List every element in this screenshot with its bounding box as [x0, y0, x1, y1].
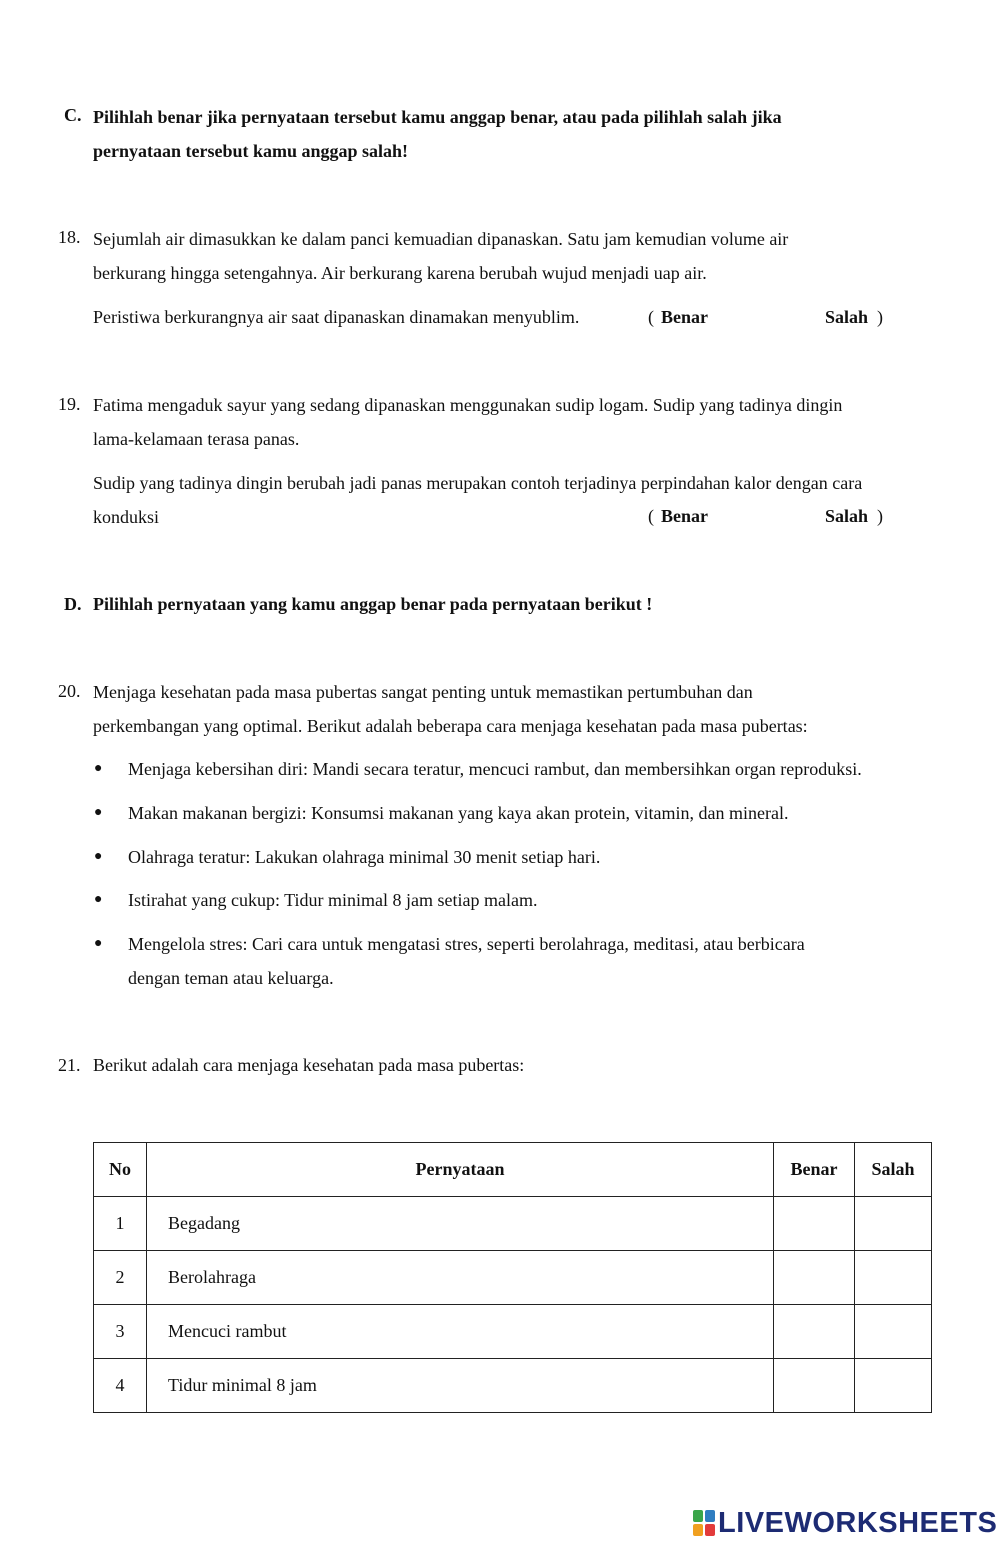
- q18-salah-option[interactable]: Salah: [825, 307, 869, 327]
- q21-table: [93, 1142, 932, 1413]
- q21-text: Berikut adalah cara menjaga kesehatan pada masa pubertas:: [93, 1055, 525, 1075]
- logo-tile: [693, 1510, 703, 1522]
- salah-checkbox-cell[interactable]: [855, 1197, 932, 1251]
- benar-checkbox-cell[interactable]: [774, 1305, 855, 1359]
- q20-number: 20.: [58, 681, 81, 701]
- row-statement: Mencuci rambut: [147, 1305, 774, 1359]
- salah-checkbox-cell[interactable]: [855, 1251, 932, 1305]
- q20-bullet-line: Mengelola stres: Cari cara untuk mengatasi stres, seperti berolahraga, meditasi, atau berbicara: [128, 934, 805, 954]
- logo-tile: [693, 1524, 703, 1536]
- table-row: [94, 1305, 932, 1359]
- q20-text: [93, 675, 943, 743]
- q19-line2: lama-kelamaan terasa panas.: [93, 429, 300, 449]
- bullet-icon: ●: [94, 849, 103, 864]
- q19-line1: Fatima mengaduk sayur yang sedang dipanaskan menggunakan sudip logam. Sudip yang tadinya dingin: [93, 395, 843, 415]
- q18-statement: Peristiwa berkurangnya air saat dipanaskan dinamakan menyublim.: [93, 307, 580, 327]
- q18-close-paren: ): [877, 307, 883, 327]
- q21-number: 21.: [58, 1055, 81, 1075]
- q18-line2: berkurang hingga setengahnya. Air berkurang karena berubah wujud menjadi uap air.: [93, 263, 707, 283]
- header-pernyataan: Pernyataan: [147, 1143, 774, 1197]
- q19-statement-line1: Sudip yang tadinya dingin berubah jadi panas merupakan contoh terjadinya perpindahan kalor dengan cara: [93, 473, 863, 493]
- row-no: 1: [94, 1197, 147, 1251]
- q18-number: 18.: [58, 227, 81, 247]
- row-no: 4: [94, 1359, 147, 1413]
- q19-number: 19.: [58, 394, 81, 414]
- table-header-row: [94, 1143, 932, 1197]
- q19-open-paren: (: [648, 506, 654, 526]
- q19-statement: [93, 466, 943, 534]
- bullet-icon: ●: [94, 761, 103, 776]
- logo-tile: [705, 1510, 715, 1522]
- benar-checkbox-cell[interactable]: [774, 1251, 855, 1305]
- table-row: [94, 1197, 932, 1251]
- bullet-icon: ●: [94, 892, 103, 907]
- q19-text: [93, 388, 943, 456]
- logo-tile: [705, 1524, 715, 1536]
- q18-benar-option[interactable]: Benar: [661, 307, 708, 327]
- q19-statement-line2: konduksi: [93, 507, 160, 527]
- q20-bullet-item: Makan makanan bergizi: Konsumsi makanan yang kaya akan protein, vitamin, dan mineral.: [128, 803, 789, 823]
- table-row: [94, 1251, 932, 1305]
- q20-bullet-item: Menjaga kebersihan diri: Mandi secara teratur, mencuci rambut, dan membersihkan organ reproduksi.: [128, 759, 862, 779]
- section-d-letter: D.: [64, 594, 82, 614]
- q19-salah-option[interactable]: Salah: [825, 506, 869, 526]
- benar-checkbox-cell[interactable]: [774, 1359, 855, 1413]
- bullet-icon: ●: [94, 805, 103, 820]
- q20-bullet-line: dengan teman atau keluarga.: [128, 968, 334, 988]
- row-statement: Tidur minimal 8 jam: [147, 1359, 774, 1413]
- q19-close-paren: ): [877, 506, 883, 526]
- salah-checkbox-cell[interactable]: [855, 1359, 932, 1413]
- benar-checkbox-cell[interactable]: [774, 1197, 855, 1251]
- q18-open-paren: (: [648, 307, 654, 327]
- q20-line2: perkembangan yang optimal. Berikut adalah beberapa cara menjaga kesehatan pada masa pubertas:: [93, 716, 808, 736]
- q18-line1: Sejumlah air dimasukkan ke dalam panci kemuadian dipanaskan. Satu jam kemudian volume air: [93, 229, 789, 249]
- row-statement: Begadang: [147, 1197, 774, 1251]
- row-no: 2: [94, 1251, 147, 1305]
- section-c-instruction: [93, 100, 893, 168]
- section-c-letter: C.: [64, 105, 82, 125]
- row-no: 3: [94, 1305, 147, 1359]
- liveworksheets-logo-icon: [693, 1510, 715, 1536]
- q18-text: [93, 222, 943, 290]
- q20-bullet-item: Istirahat yang cukup: Tidur minimal 8 jam setiap malam.: [128, 890, 538, 910]
- header-benar: Benar: [774, 1143, 855, 1197]
- header-no: No: [94, 1143, 147, 1197]
- header-salah: Salah: [855, 1143, 932, 1197]
- q20-bullet-item: [128, 927, 948, 995]
- section-c-line2: pernyataan tersebut kamu anggap salah!: [93, 141, 409, 161]
- section-c-line1: Pilihlah benar jika pernyataan tersebut kamu anggap benar, atau pada pilihlah salah jika: [93, 107, 782, 127]
- q20-bullet-item: Olahraga teratur: Lakukan olahraga minimal 30 menit setiap hari.: [128, 847, 601, 867]
- salah-checkbox-cell[interactable]: [855, 1305, 932, 1359]
- row-statement: Berolahraga: [147, 1251, 774, 1305]
- q19-benar-option[interactable]: Benar: [661, 506, 708, 526]
- q20-line1: Menjaga kesehatan pada masa pubertas sangat penting untuk memastikan pertumbuhan dan: [93, 682, 753, 702]
- table-row: [94, 1359, 932, 1413]
- liveworksheets-logo[interactable]: [693, 1508, 997, 1538]
- section-d-instruction: Pilihlah pernyataan yang kamu anggap benar pada pernyataan berikut !: [93, 594, 653, 614]
- liveworksheets-logo-text: LIVEWORKSHEETS: [718, 1506, 998, 1539]
- bullet-icon: ●: [94, 936, 103, 951]
